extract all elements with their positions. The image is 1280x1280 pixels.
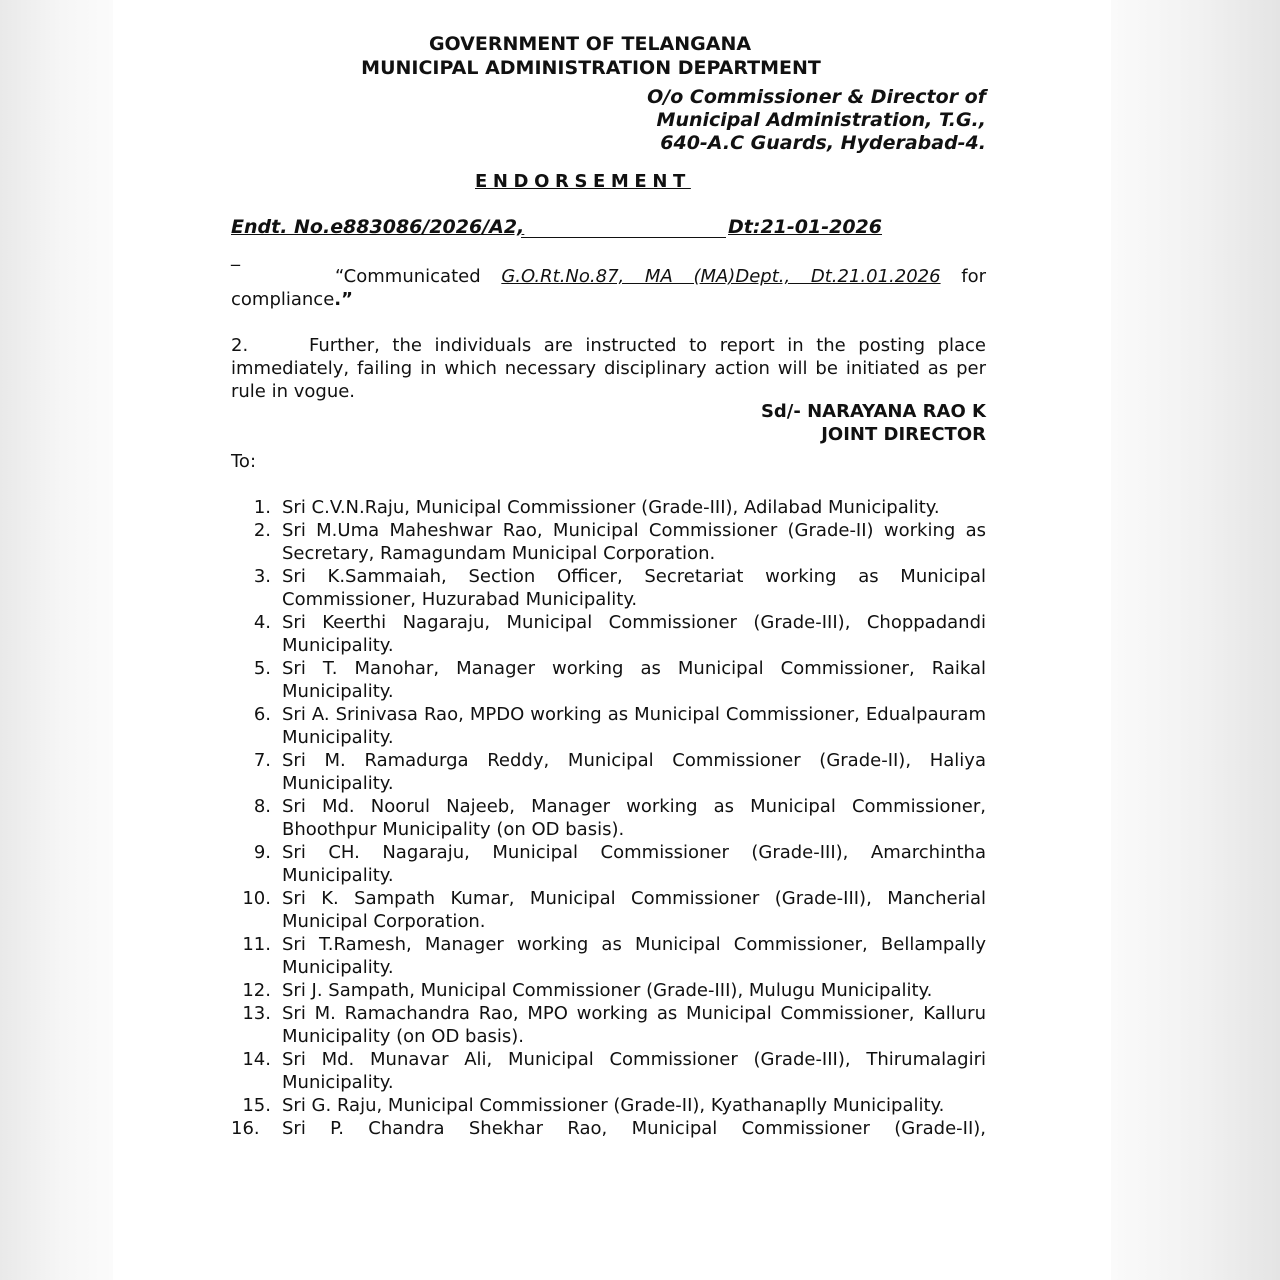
list-item bbox=[231, 1002, 986, 1048]
item-text: Sri G. Raju, Municipal Commissioner (Grade-II), Kyathanaplly Municipality. bbox=[282, 1095, 945, 1116]
item-text: Sri M. Ramachandra Rao, MPO working as Municipal Commissioner, Kalluru Municipality (on OD basis). bbox=[282, 1003, 986, 1047]
item-text: Sri Keerthi Nagaraju, Municipal Commissioner (Grade-III), Choppadandi Municipality. bbox=[282, 612, 986, 656]
para1-prefix: “Communicated bbox=[335, 266, 502, 287]
list-item bbox=[231, 519, 986, 565]
item-text: Sri CH. Nagaraju, Municipal Commissioner (Grade-III), Amarchintha Municipality. bbox=[282, 842, 986, 886]
office-address-line-3: 640-A.C Guards, Hyderabad-4. bbox=[660, 132, 986, 154]
go-reference: G.O.Rt.No.87, MA (MA)Dept., Dt.21.01.2026 bbox=[501, 266, 941, 287]
list-item bbox=[231, 1094, 986, 1117]
item-number: 11. bbox=[242, 934, 271, 955]
signatory-name: Sd/- NARAYANA RAO K bbox=[760, 401, 986, 422]
instruction-paragraph bbox=[231, 334, 986, 403]
item-text: Sri K. Sampath Kumar, Municipal Commissioner (Grade-III), Mancherial Municipal Corporation. bbox=[282, 888, 986, 932]
list-item bbox=[231, 657, 986, 703]
item-number: 4. bbox=[253, 612, 271, 633]
to-label: To: bbox=[231, 451, 257, 472]
para1-suffix: for compliance bbox=[231, 266, 986, 310]
item-number: 7. bbox=[253, 750, 271, 771]
list-item bbox=[231, 1117, 986, 1140]
list-item bbox=[231, 703, 986, 749]
item-text: Sri K.Sammaiah, Section Officer, Secretariat working as Municipal Commissioner, Huzurabad Municipality. bbox=[282, 566, 986, 610]
paragraph-number: 2. bbox=[231, 335, 249, 356]
item-text: Sri M. Ramadurga Reddy, Municipal Commissioner (Grade-II), Haliya Municipality. bbox=[282, 750, 986, 794]
item-text: Sri Md. Noorul Najeeb, Manager working as Municipal Commissioner, Bhoothpur Municipality (on OD basis). bbox=[282, 796, 986, 840]
background-left-edge bbox=[0, 0, 113, 1280]
office-address-line-2: Municipal Administration, T.G., bbox=[656, 109, 986, 131]
list-item bbox=[231, 1048, 986, 1094]
list-item bbox=[231, 979, 986, 1002]
recipient-list bbox=[231, 496, 986, 1140]
item-text: Sri P. Chandra Shekhar Rao, Municipal Commissioner (Grade-II), bbox=[282, 1118, 986, 1139]
list-item bbox=[231, 841, 986, 887]
item-number: 1. bbox=[253, 497, 271, 518]
item-number: 3. bbox=[253, 566, 271, 587]
item-number: 9. bbox=[253, 842, 271, 863]
item-number: 14. bbox=[242, 1049, 271, 1070]
item-text: Sri T.Ramesh, Manager working as Municipal Commissioner, Bellampally Municipality. bbox=[282, 934, 986, 978]
item-text: Sri J. Sampath, Municipal Commissioner (Grade-III), Mulugu Municipality. bbox=[282, 980, 933, 1001]
list-item bbox=[231, 611, 986, 657]
header-department: MUNICIPAL ADMINISTRATION DEPARTMENT bbox=[361, 57, 821, 79]
item-number: 16. bbox=[231, 1118, 260, 1139]
list-item bbox=[231, 887, 986, 933]
item-number: 13. bbox=[242, 1003, 271, 1024]
instruction-text: Further, the individuals are instructed to report in the posting place immediately, failing in which necessary disciplinary action will be initiated as per rule in vogue. bbox=[231, 335, 986, 402]
communication-paragraph bbox=[231, 265, 986, 311]
signatory-designation: JOINT DIRECTOR bbox=[821, 424, 986, 445]
item-text: Sri A. Srinivasa Rao, MPDO working as Municipal Commissioner, Edualpauram Municipality. bbox=[282, 704, 986, 748]
document-title: ENDORSEMENT bbox=[475, 171, 691, 192]
item-text: Sri M.Uma Maheshwar Rao, Municipal Commissioner (Grade-II) working as Secretary, Ramagundam Municipal Corporation. bbox=[282, 520, 986, 564]
list-item bbox=[231, 565, 986, 611]
item-number: 12. bbox=[242, 980, 271, 1001]
item-number: 8. bbox=[253, 796, 271, 817]
office-address-line-1: O/o Commissioner & Director of bbox=[647, 86, 986, 108]
list-item bbox=[231, 496, 986, 519]
list-item bbox=[231, 749, 986, 795]
header-government: GOVERNMENT OF TELANGANA bbox=[428, 33, 752, 55]
endorsement-date: Dt:21-01-2026 bbox=[728, 216, 882, 238]
item-text: Sri Md. Munavar Ali, Municipal Commissioner (Grade-III), Thirumalagiri Municipality. bbox=[282, 1049, 986, 1093]
background-right-edge bbox=[1111, 0, 1280, 1280]
item-text: Sri T. Manohar, Manager working as Municipal Commissioner, Raikal Municipality. bbox=[282, 658, 986, 702]
dash-mark: _ bbox=[231, 246, 240, 267]
item-number: 6. bbox=[253, 704, 271, 725]
para1-end-quote: .” bbox=[334, 289, 353, 310]
item-number: 10. bbox=[242, 888, 271, 909]
endorsement-number: Endt. No.e883086/2026/A2, bbox=[231, 216, 525, 238]
item-number: 5. bbox=[253, 658, 271, 679]
item-text: Sri C.V.N.Raju, Municipal Commissioner (Grade-III), Adilabad Municipality. bbox=[282, 497, 940, 518]
list-item bbox=[231, 933, 986, 979]
item-number: 2. bbox=[253, 520, 271, 541]
reference-underline-rule bbox=[521, 237, 726, 238]
document-page bbox=[113, 0, 1111, 1280]
list-item bbox=[231, 795, 986, 841]
item-number: 15. bbox=[242, 1095, 271, 1116]
